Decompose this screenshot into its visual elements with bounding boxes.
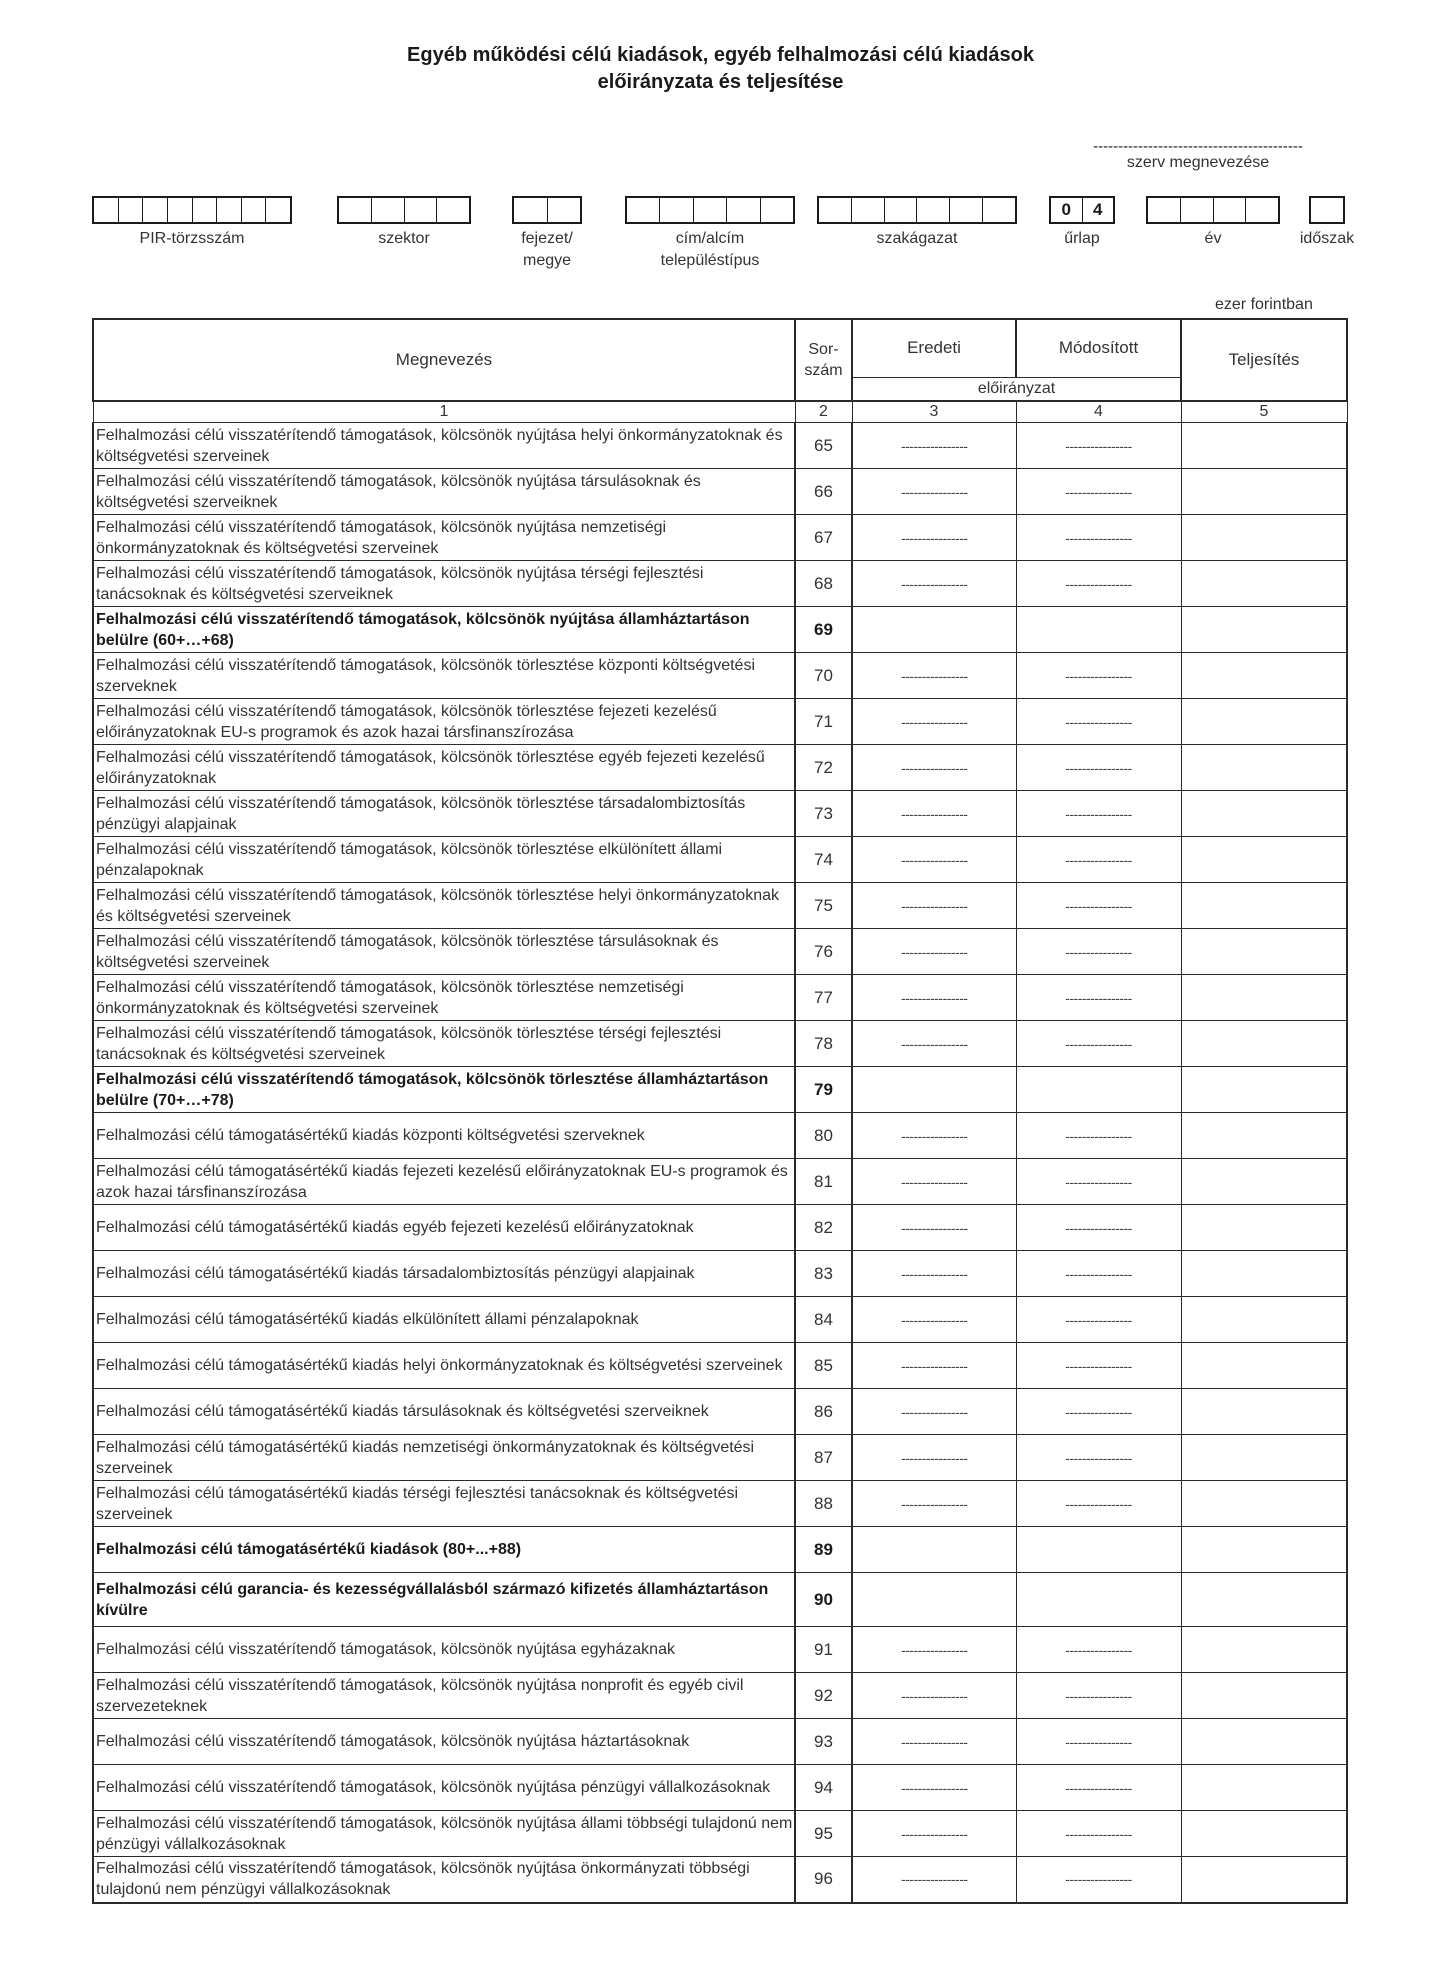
row-name: Felhalmozási célú visszatérítendő támogatások, kölcsönök nyújtása egyházaknak [93, 1627, 795, 1673]
col-number-4: 4 [1016, 401, 1181, 423]
row-code: 75 [795, 883, 852, 929]
row-code: 68 [795, 561, 852, 607]
row-teljesites-cell[interactable] [1181, 1067, 1347, 1113]
table-row [93, 699, 1347, 745]
header-teljesites: Teljesítés [1181, 319, 1347, 401]
row-eredeti-cell: ---------------- [852, 929, 1016, 975]
row-modositott-cell: ---------------- [1016, 1765, 1181, 1811]
row-eredeti-cell: ---------------- [852, 561, 1016, 607]
row-modositott-cell: ---------------- [1016, 929, 1181, 975]
row-modositott-cell: ---------------- [1016, 423, 1181, 469]
row-name: Felhalmozási célú visszatérítendő támogatások, kölcsönök törlesztése helyi önkormányzatoknak és költségvetési szerveinek [93, 883, 795, 929]
row-teljesites-cell[interactable] [1181, 1765, 1347, 1811]
row-code: 73 [795, 791, 852, 837]
row-modositott-cell: ---------------- [1016, 1343, 1181, 1389]
row-eredeti-cell: ---------------- [852, 469, 1016, 515]
col-number-1: 1 [93, 401, 795, 423]
header-megnevezes: Megnevezés [93, 319, 795, 401]
idoszak-code-label: időszak [1299, 230, 1355, 247]
row-name: Felhalmozási célú támogatásértékű kiadás nemzetiségi önkormányzatoknak és költségvetési szerveinek [93, 1435, 795, 1481]
row-code: 88 [795, 1481, 852, 1527]
szektor-code-label: szektor [378, 230, 430, 247]
row-teljesites-cell[interactable] [1181, 837, 1347, 883]
row-modositott-cell: ---------------- [1016, 883, 1181, 929]
row-teljesites-cell[interactable] [1181, 515, 1347, 561]
row-name: Felhalmozási célú visszatérítendő támogatások, kölcsönök nyújtása állami többségi tulajdonú nem pénzügyi vállalkozásoknak [93, 1811, 795, 1857]
row-code: 77 [795, 975, 852, 1021]
fejezet-code-label: fejezet/ megye [521, 230, 573, 269]
table-row [93, 1811, 1347, 1857]
row-name: Felhalmozási célú támogatásértékű kiadás térségi fejlesztési tanácsoknak és költségvetési szerveinek [93, 1481, 795, 1527]
table-row [93, 1251, 1347, 1297]
row-name: Felhalmozási célú támogatásértékű kiadás elkülönített állami pénzalapoknak [93, 1297, 795, 1343]
row-teljesites-cell[interactable] [1181, 699, 1347, 745]
code-fields [0, 196, 1441, 276]
szakagazat-code-box[interactable] [817, 196, 1017, 224]
row-modositott-cell: ---------------- [1016, 1297, 1181, 1343]
row-modositott-cell: ---------------- [1016, 1673, 1181, 1719]
row-name: Felhalmozási célú visszatérítendő támogatások, kölcsönök törlesztése társadalombiztosítás pénzügyi alapjainak [93, 791, 795, 837]
table-row [93, 469, 1347, 515]
row-name: Felhalmozási célú támogatásértékű kiadás társadalombiztosítás pénzügyi alapjainak [93, 1251, 795, 1297]
col-number-5: 5 [1181, 401, 1347, 423]
header-eredeti: Eredeti [852, 319, 1016, 377]
row-eredeti-cell: ---------------- [852, 1811, 1016, 1857]
row-eredeti-cell: ---------------- [852, 1765, 1016, 1811]
row-modositott-cell: ---------------- [1016, 1113, 1181, 1159]
row-eredeti-cell: ---------------- [852, 1251, 1016, 1297]
row-eredeti-cell[interactable] [852, 607, 1016, 653]
row-code: 78 [795, 1021, 852, 1067]
row-code: 72 [795, 745, 852, 791]
cim-code-box[interactable] [625, 196, 795, 224]
row-name: Felhalmozási célú visszatérítendő támogatások, kölcsönök nyújtása önkormányzati többségi tulajdonú nem pénzügyi vállalkozásoknak [93, 1857, 795, 1903]
row-teljesites-cell[interactable] [1181, 607, 1347, 653]
row-name: Felhalmozási célú visszatérítendő támogatások, kölcsönök törlesztése térségi fejlesztési tanácsoknak és költségvetési szerveinek [93, 1021, 795, 1067]
row-teljesites-cell[interactable] [1181, 1481, 1347, 1527]
row-teljesites-cell[interactable] [1181, 1389, 1347, 1435]
row-eredeti-cell: ---------------- [852, 1113, 1016, 1159]
urlap-digit-2: 4 [1093, 200, 1103, 219]
row-teljesites-cell[interactable] [1181, 975, 1347, 1021]
row-eredeti-cell: ---------------- [852, 1481, 1016, 1527]
row-eredeti-cell: ---------------- [852, 1673, 1016, 1719]
row-modositott-cell: ---------------- [1016, 1205, 1181, 1251]
table-row [93, 1113, 1347, 1159]
table-row [93, 1719, 1347, 1765]
title-line-2: előirányzata és teljesítése [597, 71, 844, 93]
table-row [93, 1573, 1347, 1627]
row-modositott-cell: ---------------- [1016, 745, 1181, 791]
row-eredeti-cell: ---------------- [852, 1021, 1016, 1067]
row-name: Felhalmozási célú visszatérítendő támogatások, kölcsönök nyújtása pénzügyi vállalkozásoknak [93, 1765, 795, 1811]
row-modositott-cell: ---------------- [1016, 1251, 1181, 1297]
row-teljesites-cell[interactable] [1181, 791, 1347, 837]
row-teljesites-cell[interactable] [1181, 883, 1347, 929]
row-name: Felhalmozási célú visszatérítendő támogatások, kölcsönök nyújtása háztartásoknak [93, 1719, 795, 1765]
table-row [93, 1159, 1347, 1205]
row-name: Felhalmozási célú visszatérítendő támogatások, kölcsönök törlesztése egyéb fejezeti kezelésű előirányzatoknak [93, 745, 795, 791]
row-teljesites-cell[interactable] [1181, 1811, 1347, 1857]
idoszak-code-box[interactable] [1309, 196, 1345, 224]
row-name: Felhalmozási célú támogatásértékű kiadás helyi önkormányzatoknak és költségvetési szerveinek [93, 1343, 795, 1389]
row-name: Felhalmozási célú visszatérítendő támogatások, kölcsönök nyújtása társulásoknak és költségvetési szerveiknek [93, 469, 795, 515]
row-name: Felhalmozási célú támogatásértékű kiadás egyéb fejezeti kezelésű előirányzatoknak [93, 1205, 795, 1251]
table-row [93, 1435, 1347, 1481]
row-modositott-cell: ---------------- [1016, 1719, 1181, 1765]
row-code: 67 [795, 515, 852, 561]
header-sorszam: Sor-szám [795, 319, 852, 401]
row-modositott-cell[interactable] [1016, 1527, 1181, 1573]
row-teljesites-cell[interactable] [1181, 1857, 1347, 1903]
row-eredeti-cell: ---------------- [852, 975, 1016, 1021]
row-code: 80 [795, 1113, 852, 1159]
row-teljesites-cell[interactable] [1181, 1573, 1347, 1627]
row-name: Felhalmozási célú visszatérítendő támogatások, kölcsönök nyújtása helyi önkormányzatoknak és költségvetési szerveinek [93, 423, 795, 469]
row-name: Felhalmozási célú visszatérítendő támogatások, kölcsönök törlesztése nemzetiségi önkormányzatoknak és költségvetési szerveinek [93, 975, 795, 1021]
row-eredeti-cell: ---------------- [852, 1159, 1016, 1205]
table-row [93, 791, 1347, 837]
row-eredeti-cell: ---------------- [852, 423, 1016, 469]
row-eredeti-cell[interactable] [852, 1527, 1016, 1573]
table-row [93, 1205, 1347, 1251]
row-modositott-cell: ---------------- [1016, 515, 1181, 561]
row-modositott-cell: ---------------- [1016, 1627, 1181, 1673]
szakagazat-code-label: szakágazat [876, 230, 958, 247]
row-modositott-cell: ---------------- [1016, 1389, 1181, 1435]
row-teljesites-cell[interactable] [1181, 1343, 1347, 1389]
row-teljesites-cell[interactable] [1181, 1719, 1347, 1765]
row-teljesites-cell[interactable] [1181, 423, 1347, 469]
row-teljesites-cell[interactable] [1181, 1021, 1347, 1067]
szerv-label: szerv megnevezése [1126, 154, 1270, 171]
col-number-3: 3 [852, 401, 1016, 423]
title-line-1: Egyéb működési célú kiadások, egyéb felhalmozási célú kiadások [407, 44, 1034, 66]
ev-code-label: év [1204, 230, 1222, 247]
table-row [93, 1627, 1347, 1673]
table-row [93, 561, 1347, 607]
unit-label: ezer forintban [1215, 296, 1313, 313]
column-number-row [93, 401, 1347, 423]
row-code: 69 [795, 607, 852, 653]
row-modositott-cell: ---------------- [1016, 837, 1181, 883]
row-code: 70 [795, 653, 852, 699]
row-modositott-cell: ---------------- [1016, 561, 1181, 607]
row-modositott-cell: ---------------- [1016, 1481, 1181, 1527]
row-teljesites-cell[interactable] [1181, 561, 1347, 607]
row-name: Felhalmozási célú visszatérítendő támogatások, kölcsönök törlesztése elkülönített állami pénzalapoknak [93, 837, 795, 883]
row-modositott-cell: ---------------- [1016, 699, 1181, 745]
row-eredeti-cell: ---------------- [852, 745, 1016, 791]
row-eredeti-cell: ---------------- [852, 1435, 1016, 1481]
col-number-2: 2 [795, 401, 852, 423]
row-teljesites-cell[interactable] [1181, 1297, 1347, 1343]
row-eredeti-cell[interactable] [852, 1573, 1016, 1627]
row-code: 66 [795, 469, 852, 515]
row-eredeti-cell: ---------------- [852, 1343, 1016, 1389]
header-modositott: Módosított [1016, 319, 1181, 377]
row-teljesites-cell[interactable] [1181, 1627, 1347, 1673]
table-row [93, 607, 1347, 653]
row-name: Felhalmozási célú támogatásértékű kiadás központi költségvetési szerveknek [93, 1113, 795, 1159]
table-row [93, 1765, 1347, 1811]
row-modositott-cell: ---------------- [1016, 1857, 1181, 1903]
row-eredeti-cell: ---------------- [852, 1297, 1016, 1343]
row-eredeti-cell[interactable] [852, 1067, 1016, 1113]
row-eredeti-cell: ---------------- [852, 837, 1016, 883]
row-code: 90 [795, 1573, 852, 1627]
row-eredeti-cell: ---------------- [852, 1205, 1016, 1251]
row-modositott-cell: ---------------- [1016, 1159, 1181, 1205]
row-code: 81 [795, 1159, 852, 1205]
row-teljesites-cell[interactable] [1181, 1251, 1347, 1297]
row-name: Felhalmozási célú garancia- és kezességvállalásból származó kifizetés államháztartáson kívülre [93, 1573, 795, 1627]
row-code: 85 [795, 1343, 852, 1389]
row-code: 86 [795, 1389, 852, 1435]
urlap-code-box[interactable] [1049, 196, 1115, 224]
row-eredeti-cell: ---------------- [852, 1389, 1016, 1435]
urlap-code-label: űrlap [1064, 230, 1100, 247]
page-title [0, 42, 1441, 96]
row-teljesites-cell[interactable] [1181, 745, 1347, 791]
row-name: Felhalmozási célú támogatásértékű kiadás fejezeti kezelésű előirányzatoknak EU-s programok és azok hazai társfinanszírozása [93, 1159, 795, 1205]
row-modositott-cell: ---------------- [1016, 469, 1181, 515]
row-modositott-cell[interactable] [1016, 1067, 1181, 1113]
pir-code-label: PIR-törzsszám [139, 230, 245, 247]
szerv-dashes: ------------------------------------------ [1093, 138, 1303, 155]
row-modositott-cell: ---------------- [1016, 975, 1181, 1021]
row-code: 89 [795, 1527, 852, 1573]
row-eredeti-cell: ---------------- [852, 515, 1016, 561]
row-modositott-cell: ---------------- [1016, 1811, 1181, 1857]
row-eredeti-cell: ---------------- [852, 1627, 1016, 1673]
row-teljesites-cell[interactable] [1181, 1435, 1347, 1481]
row-code: 96 [795, 1857, 852, 1903]
row-modositott-cell: ---------------- [1016, 653, 1181, 699]
header-eloiranyzat: előirányzat [852, 377, 1181, 401]
urlap-digit-1: 0 [1051, 198, 1083, 222]
fejezet-code-box[interactable] [512, 196, 582, 224]
table-row [93, 515, 1347, 561]
table-row [93, 745, 1347, 791]
row-code: 84 [795, 1297, 852, 1343]
row-modositott-cell: ---------------- [1016, 1435, 1181, 1481]
row-name: Felhalmozási célú visszatérítendő támogatások, kölcsönök törlesztése társulásoknak és költségvetési szerveinek [93, 929, 795, 975]
table-row [93, 1389, 1347, 1435]
row-teljesites-cell[interactable] [1181, 1205, 1347, 1251]
row-code: 82 [795, 1205, 852, 1251]
row-code: 93 [795, 1719, 852, 1765]
table-row [93, 1481, 1347, 1527]
cim-code-label: cím/alcím településtípus [660, 230, 760, 269]
table-row [93, 1021, 1347, 1067]
row-name: Felhalmozási célú támogatásértékű kiadások (80+...+88) [93, 1527, 795, 1573]
row-code: 87 [795, 1435, 852, 1481]
ev-code-box[interactable] [1146, 196, 1280, 224]
row-teljesites-cell[interactable] [1181, 1527, 1347, 1573]
row-eredeti-cell: ---------------- [852, 791, 1016, 837]
row-code: 71 [795, 699, 852, 745]
row-code: 79 [795, 1067, 852, 1113]
row-code: 76 [795, 929, 852, 975]
table-row [93, 883, 1347, 929]
row-name: Felhalmozási célú támogatásértékű kiadás társulásoknak és költségvetési szerveiknek [93, 1389, 795, 1435]
row-modositott-cell: ---------------- [1016, 1021, 1181, 1067]
row-eredeti-cell: ---------------- [852, 653, 1016, 699]
szektor-code-box[interactable] [337, 196, 471, 224]
table-row [93, 1067, 1347, 1113]
pir-code-box[interactable] [92, 196, 292, 224]
table-row [93, 423, 1347, 469]
row-teljesites-cell[interactable] [1181, 469, 1347, 515]
table-row [93, 929, 1347, 975]
table-row [93, 837, 1347, 883]
row-code: 94 [795, 1765, 852, 1811]
table-row [93, 653, 1347, 699]
row-name: Felhalmozási célú visszatérítendő támogatások, kölcsönök törlesztése államháztartáson belülre (70+…+78) [93, 1067, 795, 1113]
row-teljesites-cell[interactable] [1181, 1673, 1347, 1719]
row-name: Felhalmozási célú visszatérítendő támogatások, kölcsönök törlesztése központi költségvetési szerveknek [93, 653, 795, 699]
row-code: 95 [795, 1811, 852, 1857]
table-row [93, 975, 1347, 1021]
table-row [93, 1527, 1347, 1573]
row-eredeti-cell: ---------------- [852, 699, 1016, 745]
row-code: 91 [795, 1627, 852, 1673]
row-eredeti-cell: ---------------- [852, 1719, 1016, 1765]
row-teljesites-cell[interactable] [1181, 1113, 1347, 1159]
data-table [92, 318, 1348, 1904]
row-eredeti-cell: ---------------- [852, 1857, 1016, 1903]
row-teljesites-cell[interactable] [1181, 653, 1347, 699]
row-code: 74 [795, 837, 852, 883]
row-name: Felhalmozási célú visszatérítendő támogatások, kölcsönök nyújtása nonprofit és egyéb civil szervezeteknek [93, 1673, 795, 1719]
row-modositott-cell[interactable] [1016, 607, 1181, 653]
row-name: Felhalmozási célú visszatérítendő támogatások, kölcsönök nyújtása államháztartáson belülre (60+…+68) [93, 607, 795, 653]
row-code: 83 [795, 1251, 852, 1297]
row-teljesites-cell[interactable] [1181, 1159, 1347, 1205]
row-code: 65 [795, 423, 852, 469]
row-teljesites-cell[interactable] [1181, 929, 1347, 975]
row-name: Felhalmozási célú visszatérítendő támogatások, kölcsönök nyújtása nemzetiségi önkormányzatoknak és költségvetési szerveinek [93, 515, 795, 561]
table-row [93, 1673, 1347, 1719]
table-body [93, 423, 1347, 1903]
row-modositott-cell: ---------------- [1016, 791, 1181, 837]
table-row [93, 1857, 1347, 1903]
table-row [93, 1297, 1347, 1343]
row-code: 92 [795, 1673, 852, 1719]
row-eredeti-cell: ---------------- [852, 883, 1016, 929]
row-modositott-cell[interactable] [1016, 1573, 1181, 1627]
szerv-field [1048, 140, 1348, 172]
table-row [93, 1343, 1347, 1389]
row-name: Felhalmozási célú visszatérítendő támogatások, kölcsönök törlesztése fejezeti kezelésű előirányzatoknak EU-s programok és azok hazai társfinanszírozása [93, 699, 795, 745]
row-name: Felhalmozási célú visszatérítendő támogatások, kölcsönök nyújtása térségi fejlesztési tanácsoknak és költségvetési szerveiknek [93, 561, 795, 607]
